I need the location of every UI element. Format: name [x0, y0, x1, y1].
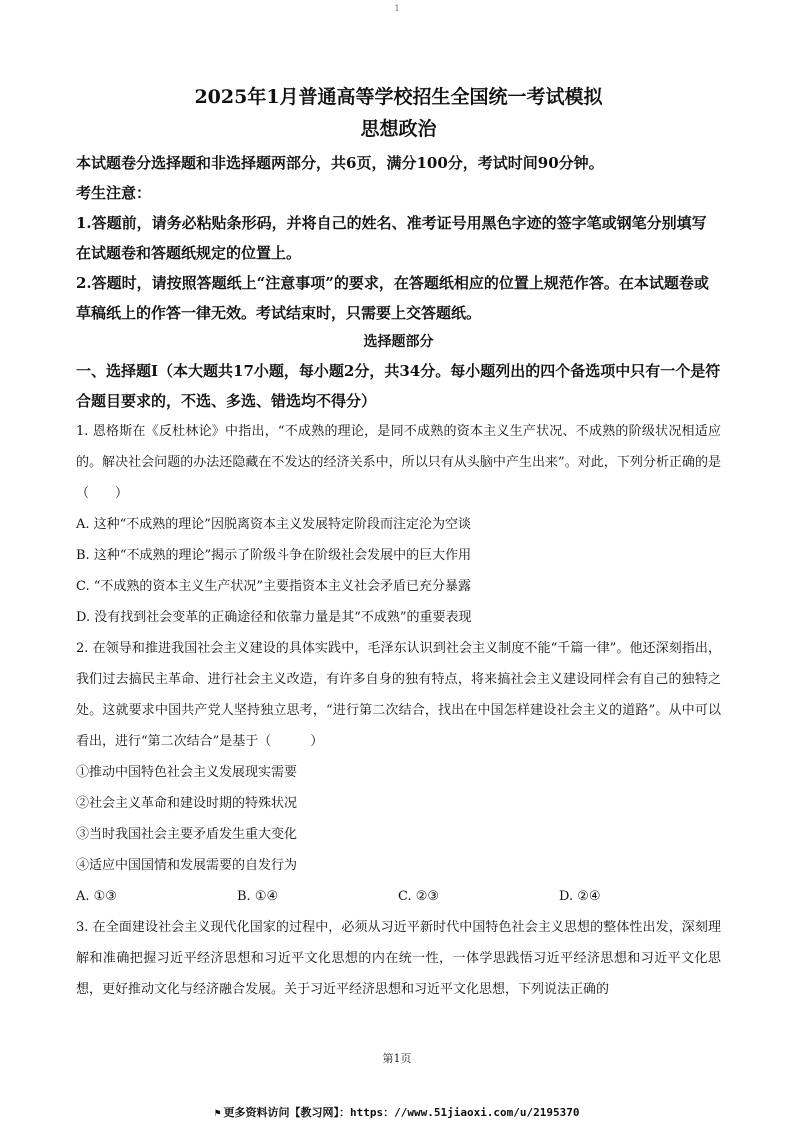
notice-title: 考生注意：: [76, 184, 152, 202]
option-a: A. 这种“不成熟的理论”因脱离资本主义发展特定阶段而注定沦为空谈: [76, 517, 471, 532]
statement-item: ②社会主义革命和建设时期的特殊状况: [76, 796, 298, 811]
question-3: [76, 912, 721, 1005]
statement-item: ④适应中国国情和发展需要的自发行为: [76, 858, 298, 873]
footer-text: 更多资料访问【教习网】：https：//www.51jiaoxi.com/u/2195370: [223, 1106, 580, 1119]
option-d: D. ②④: [559, 889, 601, 904]
page-number: 第1页: [382, 1052, 412, 1065]
question-stem: 1. 恩格斯在《反杜林论》中指出，“不成熟的理论，是同不成熟的资本主义生产状况、不成熟的阶级状况相适应的。解决社会问题的办法还隐藏在不发达的经济关系中，所以只有从头脑中产生出来”。对此，下列分析正确的是（ ）: [76, 424, 721, 501]
exam-title: 2025年1月普通高等学校招生全国统一考试模拟: [194, 86, 603, 108]
notice-item: 1.答题前，请务必粘贴条形码，并将自己的姓名、准考证号用黑色字迹的签字笔或钢笔分别填写在试题卷和答题纸规定的位置上。: [76, 214, 707, 262]
option-c: C. “不成熟的资本主义生产状况”主要指资本主义社会矛盾已充分暴露: [76, 579, 472, 594]
statement-item: ①推动中国特色社会主义发展现实需要: [76, 765, 298, 780]
option-b: B. 这种“不成熟的理论”揭示了阶级斗争在阶级社会发展中的巨大作用: [76, 548, 472, 563]
flag-icon: ⚑: [214, 1108, 221, 1119]
question-stem: 3. 在全面建设社会主义现代化国家的过程中，必须从习近平新时代中国特色社会主义思想的整体性出发，深刻理解和准确把握习近平经济思想和习近平文化思想的内在统一性，一体学思践悟习近平经济思想和习近平文化思想，更好推动文化与经济融合发展。关于习近平经济思想和习近平文化思想，下列说法正确的: [76, 920, 721, 997]
exam-page: [76, 80, 721, 1005]
question-stem: 2. 在领导和推进我国社会主义建设的具体实践中，毛泽东认识到社会主义制度不能“千篇一律”。他还深刻指出，我们过去搞民主革命、进行社会主义改造，有许多自身的独有特点，将来搞社会主义建设同样会有自己的独特之处。这就要求中国共产党人坚持独立思考，“进行第二次结合，找出在中国怎样建设社会主义的道路”。从中可以看出，进行“第二次结合”是基于（ ）: [76, 641, 721, 749]
statement-item: ③当时我国社会主要矛盾发生重大变化: [76, 827, 298, 842]
exam-intro: 本试题卷分选择题和非选择题两部分，共6页，满分100分，考试时间90分钟。: [76, 154, 604, 172]
option-a: A. ①③: [76, 889, 117, 904]
section-title: 选择题部分: [363, 334, 434, 350]
option-row: [76, 881, 721, 912]
page-top-mark: 1: [394, 4, 400, 13]
part-heading: 一、选择题Ⅰ（本大题共17小题，每小题2分，共34分。每小题列出的四个备选项中只有一个是符合题目要求的，不选、多选、错选均不得分）: [76, 362, 721, 410]
question-1: [76, 416, 721, 633]
option-c: C. ②③: [398, 889, 440, 904]
option-d: D. 没有找到社会变革的正确途径和依靠力量是其“不成熟”的重要表现: [76, 610, 472, 625]
question-2: [76, 633, 721, 912]
notice-item: 2.答题时，请按照答题纸上“注意事项”的要求，在答题纸相应的位置上规范作答。在本试题卷或草稿纸上的作答一律无效。考试结束时，只需要上交答题纸。: [76, 274, 709, 322]
subject-title: 思想政治: [360, 118, 437, 140]
footer-link[interactable]: [0, 1104, 794, 1120]
option-b: B. ①④: [237, 889, 279, 904]
